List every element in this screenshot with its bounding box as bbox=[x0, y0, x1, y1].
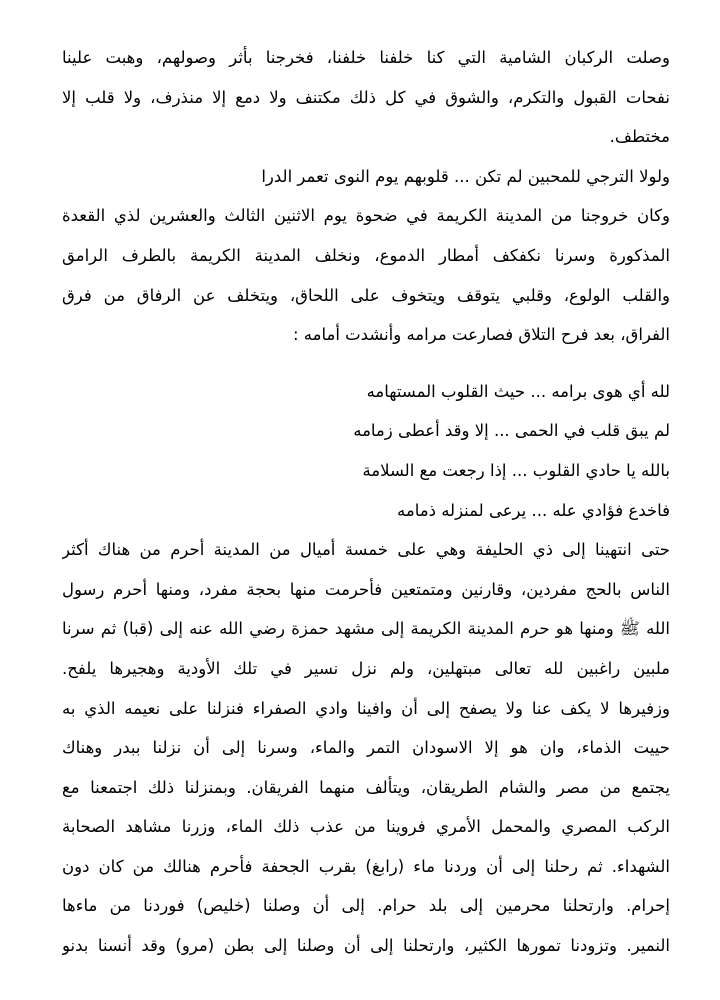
paragraph bbox=[62, 38, 670, 157]
verse-line: لم يبق قلب في الحمى ... إلا وقد أعطى زمامه bbox=[353, 421, 670, 441]
text-line: مختطف. bbox=[609, 127, 670, 147]
text-line: الناس بالحج مفردين، وقارنين ومتمتعين فأحرمت منها بحجة مفرد، ومنها أحرم رسول bbox=[62, 579, 670, 599]
text-line: النمير. وتزودنا تمورها الكثير، وارتحلنا إلى أن وصلنا إلى بطن (مرو) وقد أنسنا بدنو bbox=[62, 936, 670, 956]
verse-line: فاخدع فؤادي عله ... يرعى لمنزله ذمامه bbox=[397, 500, 670, 520]
text-line: وكان خروجنا من المدينة الكريمة في ضحوة يوم الاثنين الثالث والعشرين لذي القعدة bbox=[62, 206, 670, 226]
block-spacer bbox=[62, 355, 670, 372]
text-line: حييت الذماء، وان هو إلا الاسودان التمر والماء، وسرنا إلى أن نزلنا ببدر وهناك bbox=[62, 738, 670, 758]
verse-line: ولولا الترجي للمحبين لم تكن ... قلوبهم يوم النوى تعمر الدرا bbox=[261, 166, 670, 186]
text-line: إحرام. وارتحلنا محرمين إلى بلد حرام. إلى أن وصلنا (خليص) فوردنا من ماءها bbox=[62, 896, 670, 916]
verse-line-block bbox=[62, 157, 670, 197]
text-line: وزفيرها لا يكف عنا ولا يصفح إلى أن وافينا وادي الصفراء فنزلنا على نعيمه الذي به bbox=[62, 698, 670, 718]
text-line: نفحات القبول والتكرم، والشوق في كل ذلك مكتنف ولا دمع إلا منذرف، ولا قلب إلا bbox=[62, 87, 670, 107]
text-line: يجتمع من مصر والشام الطريقان، ويتألف منهما الفريقان. وبمنزلنا ذلك اجتمعنا مع bbox=[62, 777, 670, 797]
text-line: الله ﷺ ومنها هو حرم المدينة الكريمة إلى مشهد حمزة رضي الله عنه إلى (قبا) ثم سرنا bbox=[62, 619, 670, 639]
text-line: وصلت الركبان الشامية التي كنا خلفنا خلفنا، فخرجنا بأثر وصولهم، وهبت علينا bbox=[62, 48, 670, 67]
text-line: ملبين راغبين لله تعالى مبتهلين، ولم نزل نسير في تلك الأودية وهجيرها يلفح. bbox=[62, 658, 670, 678]
text-line: والقلب الولوع، وقلبي يتوقف ويتخوف على اللحاق، ويتخلف عن الرفاق من فرق bbox=[62, 285, 670, 305]
text-line: حتى انتهينا إلى ذي الحليفة وهي على خمسة أميال من المدينة أحرم من هناك أكثر bbox=[62, 540, 670, 560]
text-line: الشهداء. ثم رحلنا إلى أن وردنا ماء (رابغ) بقرب الجحفة فأحرم هنالك من كان دون bbox=[62, 856, 670, 876]
text-line: الفراق، بعد فرح التلاق فصارعت مرامه وأنشدت أمامه : bbox=[292, 325, 670, 345]
text-line: الركب المصري والمحمل الأمري فروينا من عذب ذلك الماء، وزرنا مشاهد الصحابة bbox=[62, 817, 670, 837]
verse-line: لله أي هوى برامه ... حيث القلوب المستهامه bbox=[366, 381, 670, 401]
poem bbox=[62, 372, 670, 530]
text-line: المذكورة وسرنا نكفكف أمطار الدموع، ونخلف المدينة الكريمة بالطرف الرامق bbox=[62, 245, 670, 265]
paragraph bbox=[62, 196, 670, 354]
verse-line: بالله يا حادي القلوب ... إذا رجعت مع السلامة bbox=[362, 460, 670, 480]
paragraph bbox=[62, 530, 670, 966]
